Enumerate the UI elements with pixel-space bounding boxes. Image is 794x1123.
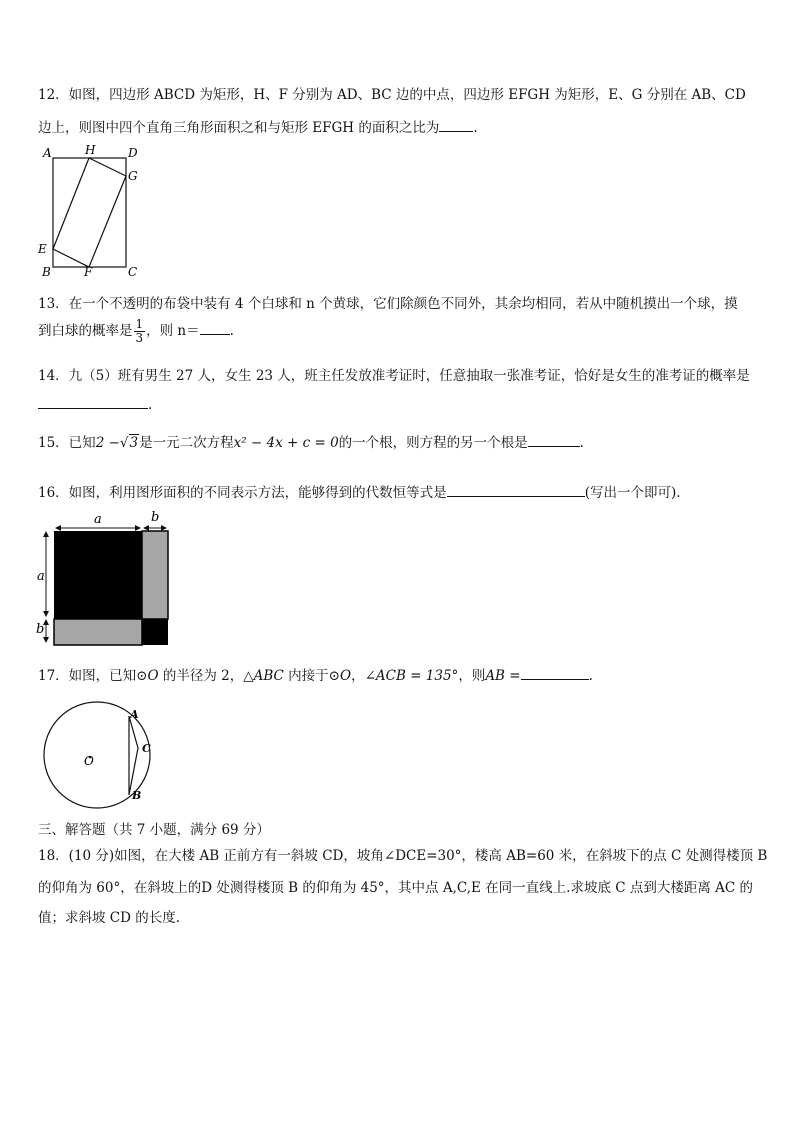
q18-line3: 值；求斜坡 CD 的长度. xyxy=(38,910,181,926)
q16-label-a-left: a xyxy=(37,569,45,584)
q17-text-mid1: 的半径为 2， xyxy=(158,668,244,684)
q13-fraction xyxy=(134,318,146,345)
q14-line2-end: . xyxy=(148,397,153,413)
q17-circle-figure xyxy=(34,700,160,810)
q17-ab: AB = xyxy=(485,668,521,684)
q15-root-value: 2 −√3 xyxy=(95,435,139,451)
q17-text-pre: 17．如图，已知⊙ xyxy=(38,668,148,684)
q15-text-post: 的一个根，则方程的另一个根是 xyxy=(338,435,528,451)
q16-square-figure xyxy=(34,506,174,648)
q12-label-e: E xyxy=(38,242,47,256)
q12-answer-blank xyxy=(439,119,473,132)
q17-label-c: C xyxy=(142,742,151,755)
q12-label-b: B xyxy=(42,265,51,278)
q16-label-a-top: a xyxy=(94,512,102,527)
q13-line1: 13．在一个不透明的布袋中装有 4 个白球和 n 个黄球，它们除颜色不同外，其余均相同，若从中随机摸出一个球，摸 xyxy=(38,296,738,312)
q17-circle-o2: O xyxy=(340,668,352,684)
q15-line xyxy=(38,431,584,451)
q16-label-b-top: b xyxy=(151,510,160,525)
q17-text-mid2: 内接于⊙ xyxy=(283,668,340,684)
q15-answer-blank xyxy=(528,434,580,447)
q17-label-a: A xyxy=(130,708,139,721)
q18-line2: 的仰角为 60°，在斜坡上的D 处测得楼顶 B 的仰角为 45°，其中点 A,C,E 在同一直线上.求坡底 C 点到大楼距离 AC 的 xyxy=(38,880,754,896)
section-3-heading: 三、解答题（共 7 小题，满分 69 分） xyxy=(38,822,270,838)
q13-fraction-numerator: 1 xyxy=(135,317,144,331)
q12-label-g: G xyxy=(128,169,138,183)
q13-answer-blank xyxy=(200,322,230,335)
q18-line1: 18．(10 分)如图，在大楼 AB 正前方有一斜坡 CD，坡角∠DCE=30°，楼高 AB=60 米，在斜坡下的点 C 处测得楼顶 B xyxy=(38,848,768,864)
q17-text-end: . xyxy=(588,668,593,684)
q17-label-o: O xyxy=(84,754,94,768)
q17-line xyxy=(38,664,593,684)
q12-label-d: D xyxy=(128,146,138,160)
q15-equation: x² − 4x + c = 0 xyxy=(233,435,339,451)
q17-triangle: △ABC xyxy=(243,668,284,684)
q16-text-post: (写出一个即可). xyxy=(584,485,681,501)
q13-line2-end: . xyxy=(229,323,234,339)
q12-line1: 12．如图，四边形 ABCD 为矩形，H、F 分别为 AD、BC 边的中点，四边形 EFGH 为矩形，E、G 分别在 AB、CD xyxy=(38,87,746,103)
q13-fraction-denominator: 3 xyxy=(135,331,144,345)
q12-label-h: H xyxy=(85,143,96,157)
q17-text-mid4: ，则 xyxy=(458,668,486,684)
q16-label-b-left: b xyxy=(36,622,45,637)
q12-line2 xyxy=(38,116,478,136)
q14-answer-blank xyxy=(38,396,148,409)
q15-text-end: . xyxy=(579,435,584,451)
q16-answer-blank xyxy=(447,484,585,497)
q14-line1: 14．九（5）班有男生 27 人，女生 23 人，班主任发放准考证时，任意抽取一张准考证，恰好是女生的准考证的概率是 xyxy=(38,368,750,384)
q12-label-f: F xyxy=(84,265,93,278)
q16-text-pre: 16．如图，利用图形面积的不同表示方法，能够得到的代数恒等式是 xyxy=(38,485,447,501)
q12-label-a: A xyxy=(43,146,52,160)
q17-text-mid3: ， xyxy=(351,668,365,684)
q12-line2-end: . xyxy=(473,120,478,136)
q13-line2-text: 到白球的概率是 xyxy=(38,323,133,339)
q15-text-mid: 是一元二次方程 xyxy=(139,435,234,451)
q17-answer-blank xyxy=(521,667,589,680)
q17-label-b: B xyxy=(132,789,142,802)
q12-line2-text: 边上，则图中四个直角三角形面积之和与矩形 EFGH 的面积之比为 xyxy=(38,120,440,136)
q12-rectangle-figure xyxy=(36,142,148,278)
q17-circle-o: O xyxy=(147,668,159,684)
q12-label-c: C xyxy=(128,265,138,278)
q16-line xyxy=(38,481,681,501)
q14-line2 xyxy=(38,396,152,413)
q13-line2-mid: ，则 n＝ xyxy=(146,323,200,339)
q15-root-radicand: 3 xyxy=(129,435,139,451)
q15-text-pre: 15．已知 xyxy=(38,435,96,451)
q13-line2 xyxy=(38,318,234,345)
q17-angle: ∠ACB = 135° xyxy=(364,668,459,684)
